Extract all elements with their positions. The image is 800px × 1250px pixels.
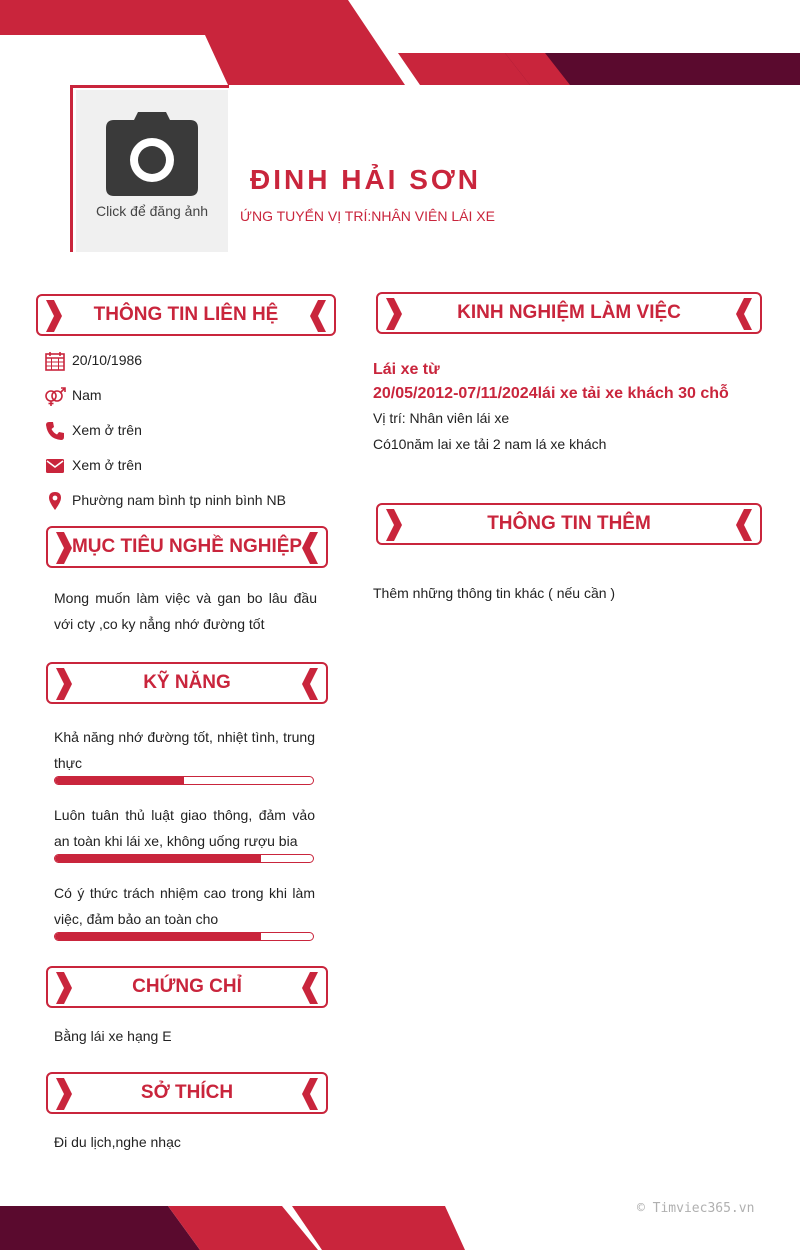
skill-level-bar [54,854,314,863]
section-title: THÔNG TIN LIÊN HỆ [93,304,279,325]
section-header-certificates [46,966,328,1008]
mail-icon [44,455,66,477]
skill-text: Có ý thức trách nhiệm cao trong khi làm việc, đảm bảo an toàn cho [54,885,315,927]
watermark: © Timviec365.vn [637,1201,755,1216]
chevron-left-icon [300,971,320,1005]
photo-upload-label: Click để đăng ảnh [95,203,209,219]
skill-level-bar [54,776,314,785]
skill-text: Luôn tuân thủ luật giao thông, đảm vảo an toàn khi lái xe, không uống rượu bia [54,807,315,849]
candidate-name: ĐINH HẢI SƠN [250,164,482,195]
applied-position: ỨNG TUYỂN VỊ TRÍ:NHÂN VIÊN LÁI XE [240,208,495,224]
chevron-left-icon [300,531,320,565]
chevron-left-icon [734,297,754,331]
chevron-left-icon [734,508,754,542]
chevron-left-icon [308,299,328,333]
skill-level-fill [55,933,261,940]
experience-title-line: Lái xe từ [373,361,440,378]
phone-value: Xem ở trên [72,422,142,438]
chevron-left-icon [300,1077,320,1111]
section-header-additional [376,503,762,545]
calendar-icon [44,350,66,372]
phone-icon [44,420,66,442]
experience-title [373,358,773,406]
section-title: MỤC TIÊU NGHỀ NGHIỆP [71,536,303,557]
gender-value: Nam [72,387,102,403]
skill-level-bar [54,932,314,941]
skill-level-fill [55,777,184,784]
section-header-contact [36,294,336,336]
certificate-text: Bằng lái xe hạng E [54,1028,172,1044]
objective-text: Mong muốn làm việc và gan bo lâu đầu với cty ,co ky nẳng nhớ đường tốt [54,590,317,632]
skill-text: Khả năng nhớ đường tốt, nhiệt tình, trung thực [54,729,315,771]
section-title: SỞ THÍCH [140,1082,234,1103]
photo-upload[interactable] [76,90,228,252]
chevron-left-icon [300,667,320,701]
experience-description: Có10năm lai xe tải 2 nam lá xe khách [373,436,607,452]
section-header-skills [46,662,328,704]
experience-role: Vị trí: Nhân viên lái xe [373,410,510,426]
experience-title-line: 20/05/2012-07/11/2024lái xe tải xe khách 30 chỗ [373,385,729,402]
section-title: THÔNG TIN THÊM [487,513,651,534]
section-title: KỸ NĂNG [143,672,231,693]
skill-level-fill [55,855,261,862]
additional-info-text: Thêm những thông tin khác ( nếu cần ) [373,585,616,601]
address-value: Phường nam bình tp ninh bình NB [72,492,286,508]
section-header-objective [46,526,328,568]
email-value: Xem ở trên [72,457,142,473]
section-header-experience [376,292,762,334]
section-header-hobbies [46,1072,328,1114]
location-pin-icon [44,490,66,512]
gender-icon [44,385,66,407]
hobbies-text: Đi du lịch,nghe nhạc [54,1134,181,1150]
section-title: CHỨNG CHỈ [132,976,242,997]
camera-icon [104,110,200,198]
birthday-value: 20/10/1986 [72,352,143,368]
section-title: KINH NGHIỆM LÀM VIỆC [457,302,681,323]
